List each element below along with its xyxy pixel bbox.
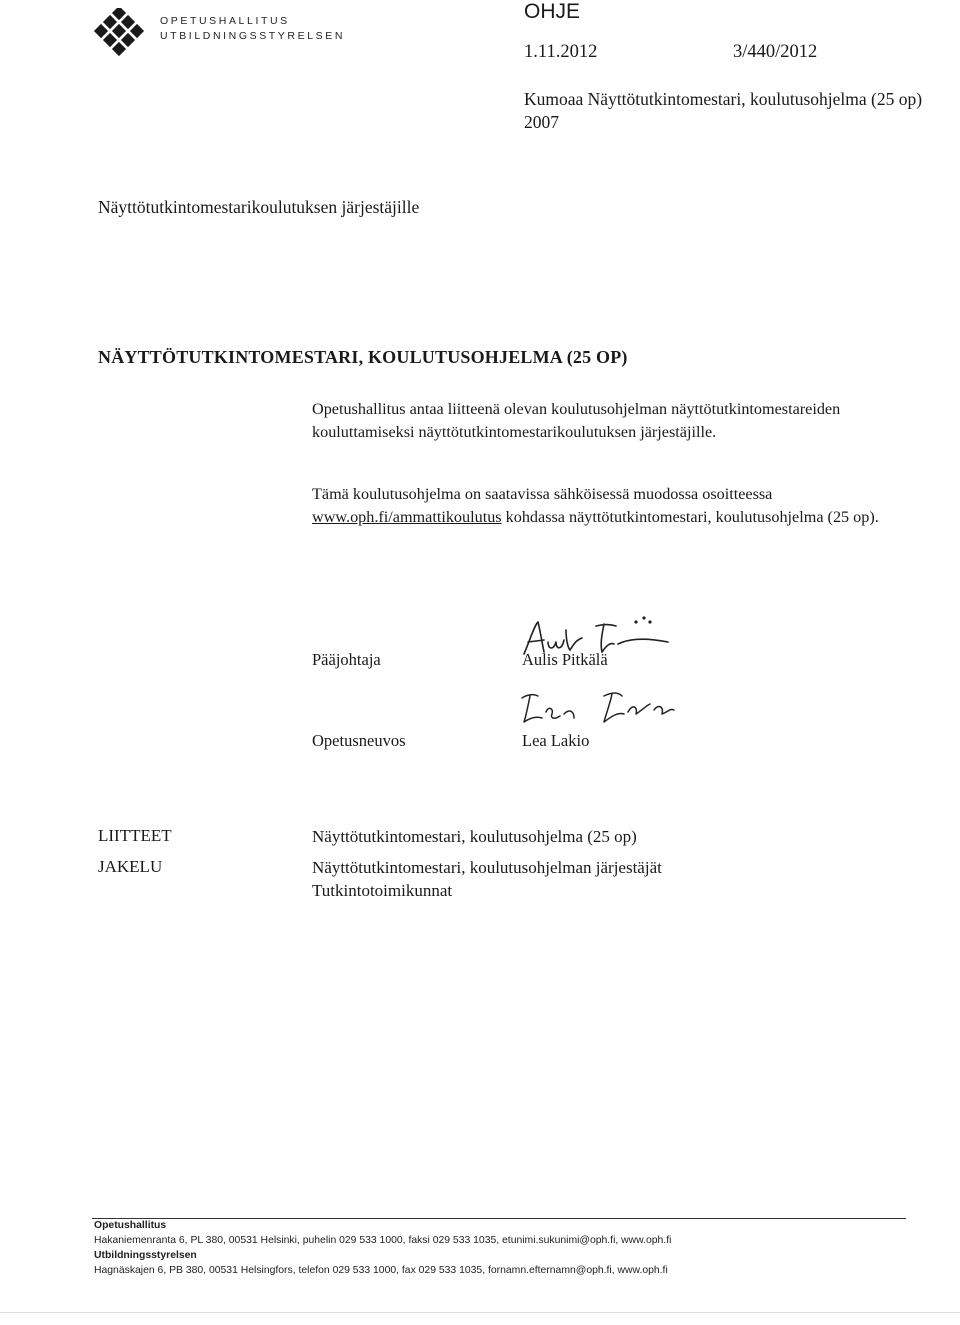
footer-divider (92, 1218, 906, 1219)
body-paragraph-1: Opetushallitus antaa liitteenä olevan koulutusohjelman näyttötutkintomestareiden kouluttamiseksi näyttötutkintomestarikoulutuksen järjestäjille. (312, 400, 841, 441)
organization-name (160, 14, 345, 44)
footer-org-name: Utbildningsstyrelsen (94, 1250, 197, 1261)
document-subject: Kumoaa Näyttötutkintomestari, koulutusohjelma (25 op) 2007 (524, 89, 923, 132)
document-date: 1.11.2012 (524, 42, 598, 62)
document-type: OHJE (524, 0, 581, 23)
signatory-title: Opetusneuvos (312, 731, 406, 750)
page-edge-rule (0, 1312, 960, 1313)
signatory-title: Pääjohtaja (312, 650, 381, 669)
signature-lea-lakio (518, 688, 688, 730)
footer-org-fi (94, 1220, 166, 1231)
attachment-item: Näyttötutkintomestari, koulutusohjelma (25 op) (312, 827, 637, 846)
footer-address-sv: Hagnäskajen 6, PB 380, 00531 Helsingfors, telefon 029 533 1000, fax 029 533 1035, fornamn.efternamn@oph.fi, www.oph.fi (94, 1265, 668, 1276)
document-heading: NÄYTTÖTUTKINTOMESTARI, KOULUTUSOHJELMA (25 OP) (98, 347, 628, 367)
footer-org-name: Opetushallitus (94, 1220, 167, 1231)
document-number: 3/440/2012 (733, 42, 818, 62)
organization-logo-icon (88, 8, 148, 60)
distribution-item: Tutkintotoimikunnat (312, 881, 453, 900)
signatory-name: Lea Lakio (522, 731, 590, 750)
paragraph-text: kohdassa näyttötutkintomestari, koulutusohjelma (25 op). (501, 508, 879, 526)
paragraph-text: Tämä koulutusohjelma on saatavissa sähköisessä muodossa osoitteessa (312, 485, 773, 503)
organization-name-sv: UTBILDNINGSSTYRELSEN (160, 30, 346, 42)
recipient: Näyttötutkintomestarikoulutuksen järjestäjille (98, 197, 420, 217)
signatory-name: Aulis Pitkälä (522, 650, 608, 669)
website-link[interactable]: www.oph.fi/ammattikoulutus (312, 508, 502, 526)
distribution-label: JAKELU (98, 857, 163, 876)
distribution-item: Näyttötutkintomestari, koulutusohjelman järjestäjät (312, 858, 662, 877)
organization-name-fi: OPETUSHALLITUS (160, 15, 290, 27)
body-paragraph-2 (312, 483, 912, 529)
footer-address-fi: Hakaniemenranta 6, PL 380, 00531 Helsinki, puhelin 029 533 1000, faksi 029 533 1035, etunimi.sukunimi@oph.fi, www.oph.fi (94, 1235, 672, 1246)
footer-org-sv (94, 1250, 197, 1261)
attachments-label: LIITTEET (98, 826, 172, 845)
